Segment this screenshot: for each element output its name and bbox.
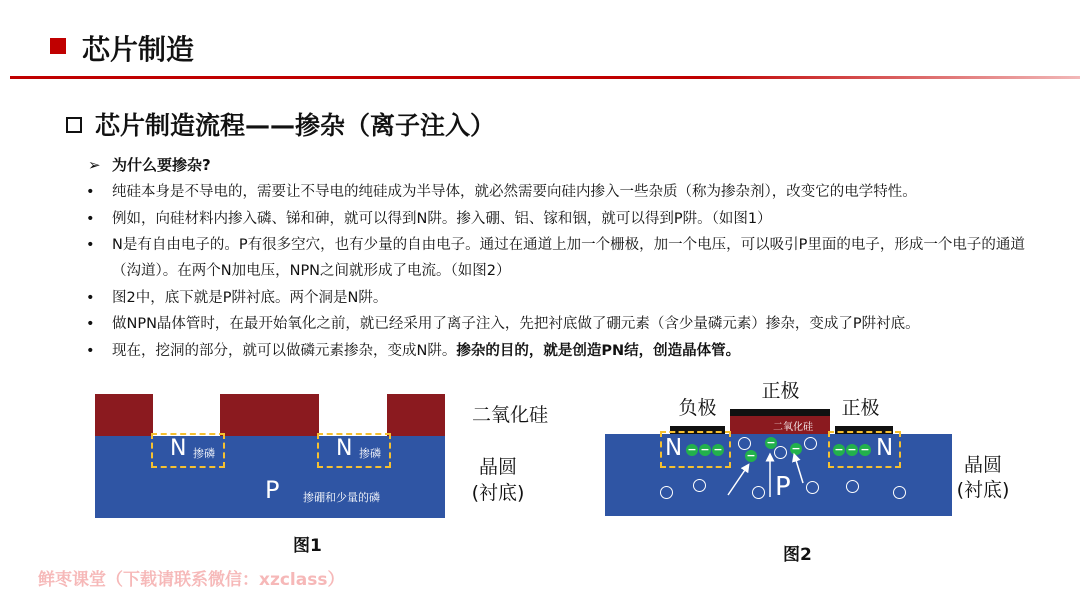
- gate-contact: [730, 409, 830, 416]
- bullet-text-plain: 现在，挖洞的部分，就可以做磷元素掺杂，变成N阱。: [112, 343, 457, 359]
- oxide-block: [95, 394, 153, 436]
- attraction-arrows-icon: [725, 442, 825, 505]
- p-doping-label: 掺硼和少量的磷: [303, 491, 380, 504]
- section-checkbox-icon: [66, 117, 82, 133]
- n-well-doping-label: 掺磷: [359, 447, 381, 460]
- bullet-text-bold: 掺杂的目的，就是创造PN结，创造晶体管。: [456, 343, 741, 359]
- electron-icon: −: [746, 449, 756, 462]
- figure-1-caption: 图1: [293, 536, 322, 556]
- bullet-text: 纯硅本身是不导电的，需要让不导电的纯硅成为半导体，就必然需要向硅内掺入一些杂质（称为掺杂剂），改变它的电学特性。: [112, 184, 917, 200]
- oxide-block: [387, 394, 445, 436]
- bullet-dot: •: [86, 184, 95, 200]
- bullet-dot: •: [86, 343, 95, 359]
- question-heading: [88, 154, 211, 175]
- hole-icon: [660, 486, 673, 499]
- hole-icon: [893, 486, 906, 499]
- figure-2-caption: 图2: [783, 545, 812, 565]
- p-substrate-label: P: [775, 472, 791, 502]
- bullet-dot: •: [86, 290, 95, 306]
- n-well-label: N: [336, 436, 353, 461]
- wafer-label: 晶圆: [478, 456, 517, 478]
- oxide-label: 二氧化硅: [471, 404, 548, 426]
- hole-icon: [693, 479, 706, 492]
- n-well-label: N: [170, 436, 187, 461]
- header-square-icon: [50, 38, 66, 54]
- positive-electrode-label: 正极: [841, 397, 880, 419]
- n-well-label: N: [665, 435, 683, 461]
- substrate-label: (衬底): [471, 482, 525, 504]
- bullet-text: [112, 338, 1037, 364]
- substrate-label: (衬底): [956, 479, 1010, 501]
- n-well-doping-label: 掺磷: [193, 447, 215, 460]
- n-well-label: N: [876, 435, 894, 461]
- electron-icon: −: [860, 443, 870, 456]
- section-title: 芯片制造流程——掺杂（离子注入）: [95, 111, 496, 140]
- bullet-dot: •: [86, 211, 95, 227]
- p-substrate-label: P: [265, 476, 280, 504]
- electron-icon: −: [766, 436, 776, 449]
- bullet-dot: •: [86, 316, 95, 332]
- wafer-label: 晶圆: [963, 454, 1002, 476]
- electron-icon: −: [687, 443, 697, 456]
- positive-electrode-label: 正极: [761, 380, 800, 402]
- bullet-dot: •: [86, 237, 95, 253]
- bullet-text: N是有自由电子的。P有很多空穴，也有少量的自由电子。通过在通道上加一个栅极，加一个电压，可以吸引P里面的电子，形成一个电子的通道（沟道）。在两个N加电压，NPN之间就形成了电流。（如图2）: [112, 237, 1025, 279]
- page-title: 芯片制造: [82, 33, 195, 66]
- electron-icon: −: [713, 443, 723, 456]
- bullet-text: 例如，向硅材料内掺入磷、锑和砷，就可以得到N阱。掺入硼、铝、镓和铟，就可以得到P阱。（如图1）: [112, 211, 772, 227]
- bullet-text: 图2中，底下就是P阱衬底。两个洞是N阱。: [112, 290, 388, 306]
- electron-icon: −: [834, 443, 844, 456]
- bullet-text: 做NPN晶体管时，在最开始氧化之前，就已经采用了离子注入，先把衬底做了硼元素（含少量磷元素）掺杂，变成了P阱衬底。: [112, 316, 920, 332]
- electron-icon: −: [791, 442, 801, 455]
- electron-icon: −: [847, 443, 857, 456]
- header-divider: [10, 76, 1080, 79]
- watermark: 鲜枣课堂（下载请联系微信：xzclass）: [38, 570, 345, 590]
- hole-icon: [846, 480, 859, 493]
- question-text: 为什么要掺杂?: [112, 156, 211, 174]
- oxide-block: [220, 394, 319, 436]
- negative-electrode-label: 负极: [678, 397, 717, 419]
- electron-icon: −: [700, 443, 710, 456]
- arrow-icon: ➢: [88, 156, 101, 174]
- gate-oxide-label: 二氧化硅: [773, 422, 813, 433]
